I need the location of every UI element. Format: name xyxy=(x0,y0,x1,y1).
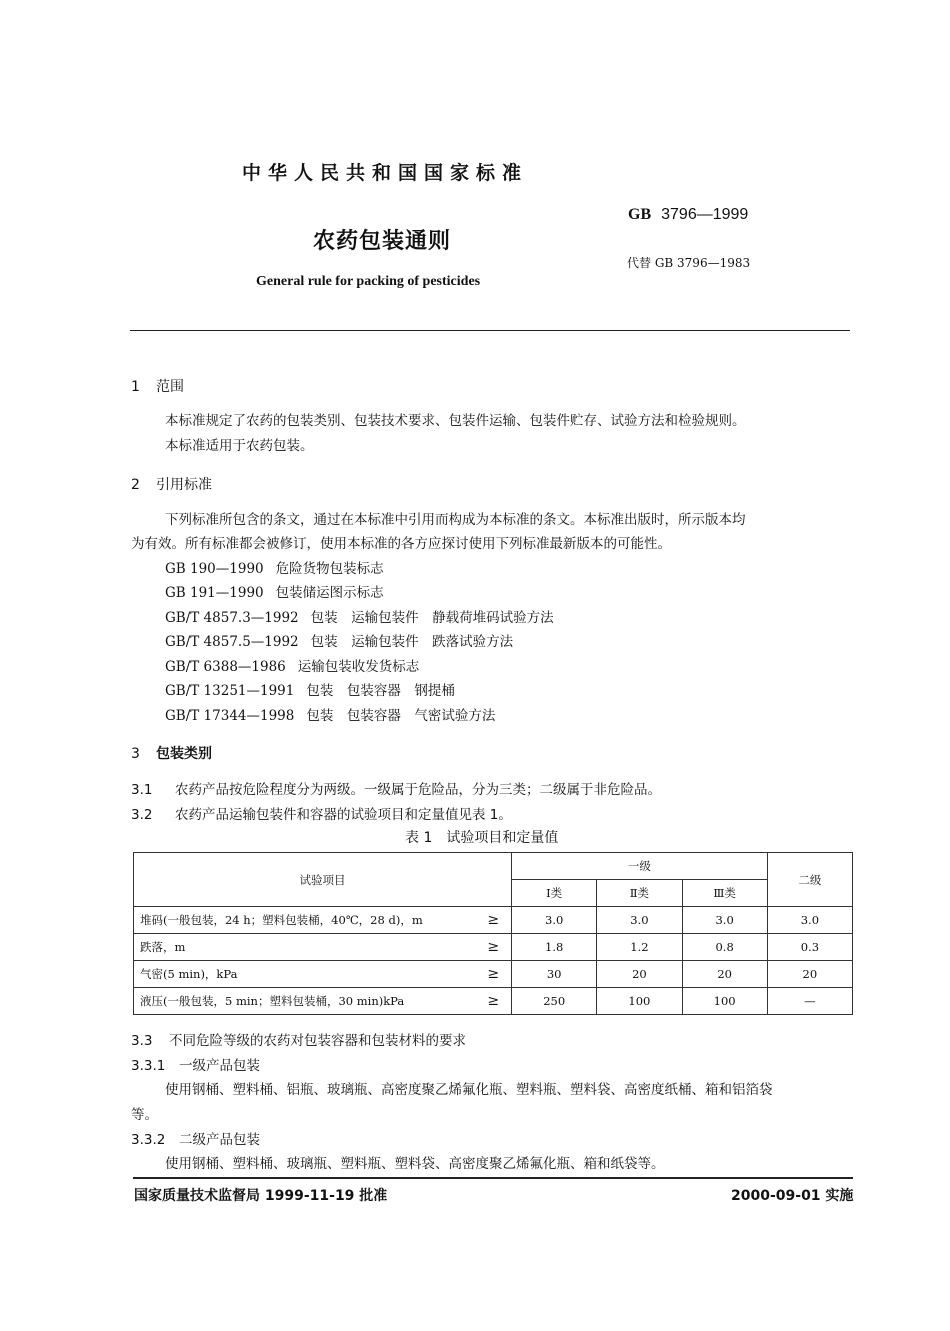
footer-divider xyxy=(133,1177,853,1179)
clause-3-2: 3.2 农药产品运输包装件和容器的试验项目和定量值见表 1。 xyxy=(131,807,512,823)
section-number: 2 xyxy=(131,477,140,493)
table-row: 液压(一般包装，5 min；塑料包装桶，30 min)kPa ≥ 250 100 100 — xyxy=(134,988,853,1015)
section-title: 引用标准 xyxy=(156,477,212,493)
section-2-heading xyxy=(131,474,212,494)
header-test-item: 试验项目 xyxy=(134,853,512,907)
document-title-en: General rule for packing of pesticides xyxy=(256,274,481,289)
section-number: 3 xyxy=(131,746,140,762)
section-1-heading xyxy=(131,376,184,396)
country-standard-heading: 中华人民共和国国家标准 xyxy=(242,162,529,184)
reference-item: GB/T 4857.5—1992 包装 运输包装件 跌落试验方法 xyxy=(165,634,514,650)
table-row: 气密(5 min)，kPa ≥ 30 20 20 20 xyxy=(134,961,853,988)
document-title-cn: 农药包装通则 xyxy=(313,229,452,254)
section-2-para-line-1: 下列标准所包含的条文，通过在本标准中引用而构成为本标准的条文。本标准出版时，所示版本均 xyxy=(165,512,746,528)
section-number: 1 xyxy=(131,379,140,395)
clause-3-3-1-line-2: 等。 xyxy=(131,1107,158,1123)
standard-prefix: GB xyxy=(628,206,652,223)
header-level-2: 二级 xyxy=(767,853,852,907)
section-3-heading xyxy=(131,743,212,763)
reference-item: GB/T 17344—1998 包装 包装容器 气密试验方法 xyxy=(165,708,496,724)
approval-date: 国家质量技术监督局 1999-11-19 批准 xyxy=(134,1188,388,1204)
reference-item: GB/T 4857.3—1992 包装 运输包装件 静载荷堆码试验方法 xyxy=(165,610,554,626)
header-divider xyxy=(130,330,850,331)
section-title: 范围 xyxy=(156,379,184,395)
header-class-3: Ⅲ类 xyxy=(682,880,767,907)
clause-3-3-2-line-1: 使用钢桶、塑料桶、玻璃瓶、塑料瓶、塑料袋、高密度聚乙烯氟化瓶、箱和纸袋等。 xyxy=(165,1156,665,1172)
standard-number xyxy=(628,204,748,224)
reference-item: GB/T 6388—1986 运输包装收发货标志 xyxy=(165,659,420,675)
section-1-para-1: 本标准规定了农药的包装类别、包装技术要求、包装件运输、包装件贮存、试验方法和检验规则。 xyxy=(165,413,746,429)
section-2-para-line-2: 为有效。所有标准都会被修订，使用本标准的各方应探讨使用下列标准最新版本的可能性。 xyxy=(131,536,671,552)
section-1-para-2: 本标准适用于农药包装。 xyxy=(165,438,314,454)
clause-3-1: 3.1 农药产品按危险程度分为两级。一级属于危险品，分为三类；二级属于非危险品。 xyxy=(131,782,661,798)
reference-item: GB 191—1990 包装储运图示标志 xyxy=(165,585,384,601)
table-row: 跌落，m ≥ 1.8 1.2 0.8 0.3 xyxy=(134,934,853,961)
effective-date: 2000-09-01 实施 xyxy=(731,1188,854,1204)
clause-3-3-1-heading: 3.3.1 一级产品包装 xyxy=(131,1058,260,1074)
section-title: 包装类别 xyxy=(156,746,212,762)
table-1-caption: 表 1 试验项目和定量值 xyxy=(405,830,559,846)
header-level-1: 一级 xyxy=(512,853,768,880)
standard-number-value: 3796—1999 xyxy=(661,206,749,223)
table-1-test-items xyxy=(133,852,853,1015)
reference-item: GB/T 13251—1991 包装 包装容器 钢提桶 xyxy=(165,683,455,699)
reference-item: GB 190—1990 危险货物包装标志 xyxy=(165,561,384,577)
clause-3-3-2-heading: 3.3.2 二级产品包装 xyxy=(131,1132,260,1148)
header-class-2: Ⅱ类 xyxy=(597,880,682,907)
replaces-standard: 代替 GB 3796—1983 xyxy=(627,256,751,270)
table-row: 堆码(一般包装，24 h；塑料包装桶，40℃，28 d)，m ≥ 3.0 3.0 3.0 3.0 xyxy=(134,907,853,934)
clause-3-3: 3.3 不同危险等级的农药对包装容器和包装材料的要求 xyxy=(131,1033,466,1049)
clause-3-3-1-line-1: 使用钢桶、塑料桶、铝瓶、玻璃瓶、高密度聚乙烯氟化瓶、塑料瓶、塑料袋、高密度纸桶、箱和铝箔袋 xyxy=(165,1082,773,1098)
header-class-1: Ⅰ类 xyxy=(512,880,597,907)
